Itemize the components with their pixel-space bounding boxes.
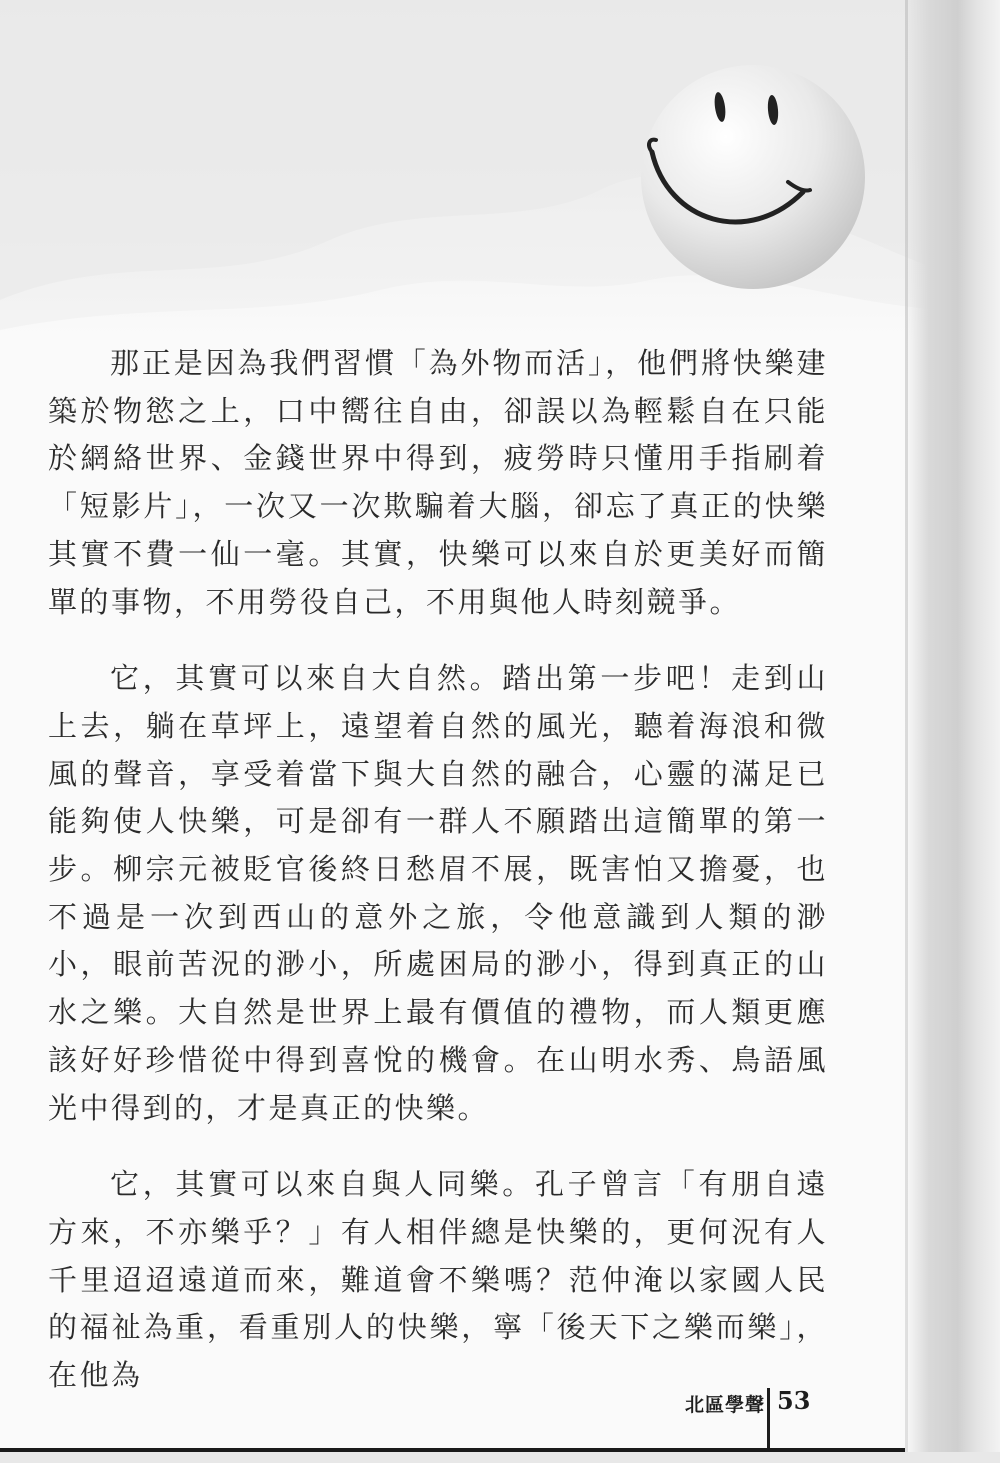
publication-title: 北區學聲 xyxy=(685,1394,766,1416)
paragraph-1: 那正是因為我們習慣「為外物而活」，他們將快樂建築於物慾之上，口中嚮往自由，卻誤以為輕鬆自在只能於網絡世界、金錢世界中得到，疲勞時只懂用手指刷着「短影片」，一次又一次欺騙着大腦，卻忘了真正的快樂其實不費一仙一毫。其實，快樂可以來自於更美好而簡單的事物，不用勞役自己，不用與他人時刻競爭。 xyxy=(48,346,828,619)
article-body xyxy=(48,340,828,1429)
paragraph-3: 它，其實可以來自與人同樂。孔子曾言「有朋自遠方來，不亦樂乎？」有人相伴總是快樂的，更何況有人千里迢迢遠道而來，難道會不樂嗎？范仲淹以家國人民的福祉為重，看重別人的快樂，寧「後天下之樂而樂」，在他為 xyxy=(48,1167,828,1393)
book-spine-shadow xyxy=(905,0,1000,1463)
smiley-face-icon xyxy=(638,62,868,292)
page-number: 53 xyxy=(777,1386,811,1415)
footer-divider xyxy=(767,1388,770,1450)
spine-line xyxy=(905,0,908,1463)
paragraph-2: 它，其實可以來自大自然。踏出第一步吧！走到山上去，躺在草坪上，遠望着自然的風光，聽着海浪和微風的聲音，享受着當下與大自然的融合，心靈的滿足已能夠使人快樂，可是卻有一群人不願踏出這簡單的第一步。柳宗元被貶官後終日愁眉不展，既害怕又擔憂，也不過是一次到西山的意外之旅，令他意識到人類的渺小，眼前苦況的渺小，所處困局的渺小，得到真正的山水之樂。大自然是世界上最有價值的禮物，而人類更應該好好珍惜從中得到喜悅的機會。在山明水秀、鳥語風光中得到的，才是真正的快樂。 xyxy=(48,661,828,1125)
page-bottom-fade xyxy=(0,1452,1000,1463)
